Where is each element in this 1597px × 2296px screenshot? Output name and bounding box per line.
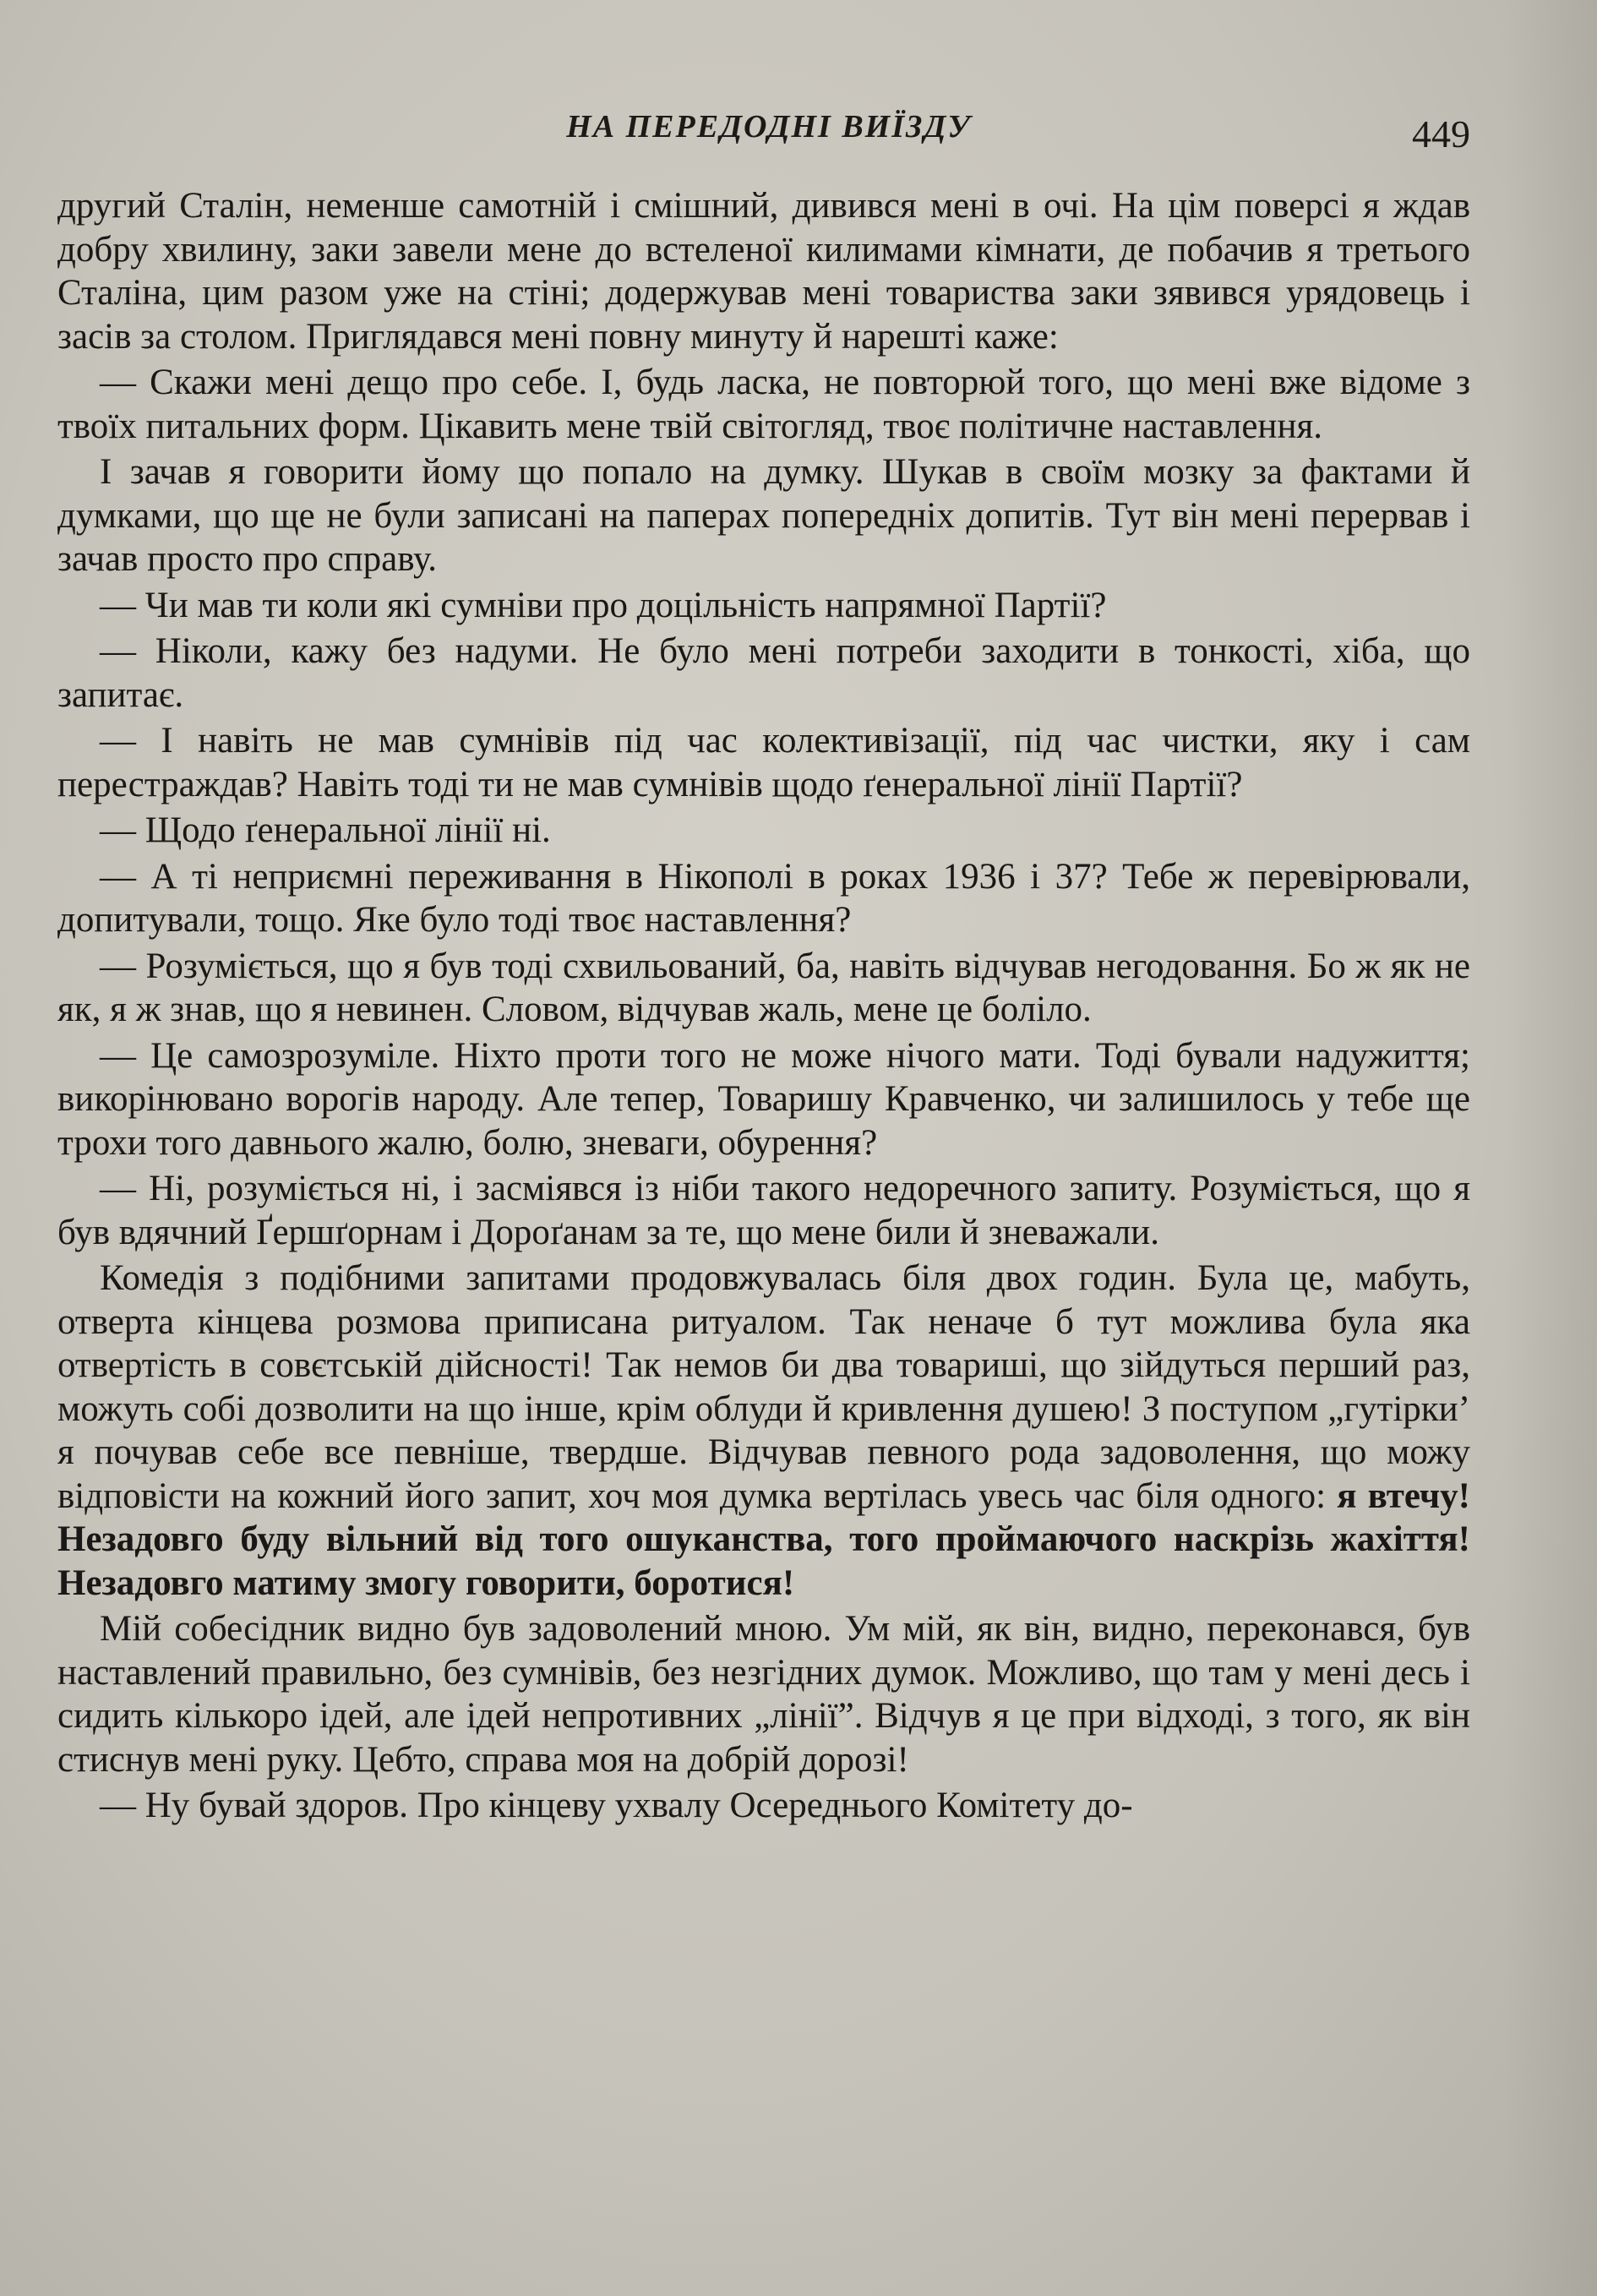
paragraph bbox=[57, 1784, 1470, 1828]
paragraph-text: — Скажи мені дещо про себе. І, будь ласка, не повторюй того, що мені вже відоме з твоїх питальних форм. Цікавить мене твій світогляд, твоє політичне наставлення. bbox=[57, 363, 1470, 446]
paragraph bbox=[57, 1607, 1470, 1781]
paragraph bbox=[57, 945, 1470, 1032]
body-text bbox=[57, 184, 1470, 1830]
paragraph-text: другий Сталін, неменше самотній і смішний, дивився мені в очі. На цім поверсі я ждав добру хвилину, заки завели мене до встеленої килимами кімнати, де побачив я третього Сталіна, цим разом уже на стіні; додержував мені товариства заки зявився урядовець і засів за столом. Приглядався мені повну минуту й нарешті каже: bbox=[57, 186, 1470, 357]
paragraph-text: І зачав я говорити йому що попало на думку. Шукав в своїм мозку за фактами й думками, що ще не були записані на паперах попередніх допитів. Тут він мені перервав і зачав просто про справу. bbox=[57, 452, 1470, 579]
paragraph bbox=[57, 809, 1470, 853]
paragraph bbox=[57, 1167, 1470, 1254]
paragraph-text: — Чи мав ти коли які сумніви про доцільність напрямної Партії? bbox=[100, 585, 1107, 625]
paragraph-text: Мій собесідник видно був задоволений мною. Ум мій, як він, видно, переконався, був наставлений правильно, без сумнівів, без незгідних думок. Можливо, що там у мені десь і сидить кількоро ідей, але ідей непротивних „лінії”. Відчув я це при відході, з того, як він стиснув мені руку. Цебто, справа моя на добрій дорозі! bbox=[57, 1609, 1470, 1780]
paragraph-text: — Ні, розуміється ні, і засміявся із ніби такого недоречного запиту. Розуміється, що я був вдячний Ґершґорнам і Дороґанам за те, що мене били й зневажали. bbox=[57, 1169, 1470, 1252]
paragraph-text: — Ніколи, кажу без надуми. Не було мені потреби заходити в тонкості, хіба, що запитає. bbox=[57, 631, 1470, 715]
paragraph-text: Комедія з подібними запитами продовжувалась біля двох годин. Була це, мабуть, отверта кінцева розмова приписана ритуалом. Так неначе б тут можлива була яка отвертість в совєтській дійсності! Так немов би два товариші, що зійдуться перший раз, можуть собі дозволити на що інше, крім облуди й кривлення душею! З поступом „гутірки’ я почував себе все певніше, твердше. Відчував певного рода задоволення, що можу відповісти на кожний його запит, хоч моя думка вертілась увесь час біля одного: bbox=[57, 1258, 1470, 1516]
paragraph bbox=[57, 719, 1470, 806]
paragraph-text: — Щодо ґенеральної лінії ні. bbox=[100, 810, 551, 850]
emphasized-text: я втечу! Незадовго буду вільний від того ошуканства, того проймаючого наскрізь жахіття! Незадовго матиму змогу говорити, боротися! bbox=[57, 1475, 1471, 1603]
facing-page-shadow bbox=[1504, 0, 1597, 2296]
paragraph-text: — І навіть не мав сумнівів під час колективізації, під час чистки, яку і сам перестраждав? Навіть тоді ти не мав сумнівів щодо ґенеральної лінії Партії? bbox=[57, 721, 1470, 804]
paragraph bbox=[57, 630, 1470, 717]
paragraph bbox=[57, 361, 1470, 448]
paragraph-text: — Це самозрозуміле. Ніхто проти того не може нічого мати. Тоді бували надужиття; викорінювано ворогів народу. Але тепер, Товаришу Кравченко, чи залишилось у тебе ще трохи того давнього жалю, болю, зневаги, обурення? bbox=[57, 1035, 1470, 1163]
paragraph-text: — Ну бувай здоров. Про кінцеву ухвалу Осереднього Комітету до- bbox=[100, 1786, 1133, 1825]
paragraph bbox=[57, 450, 1470, 581]
page-number: 449 bbox=[1412, 112, 1470, 155]
paragraph bbox=[57, 855, 1470, 942]
paragraph bbox=[57, 584, 1470, 628]
running-title: НА ПЕРЕДОДНІ ВИЇЗДУ bbox=[566, 109, 972, 145]
paragraph bbox=[57, 1257, 1470, 1605]
paragraph-text: — Розуміється, що я був тоді схвильований, ба, навіть відчував негодовання. Бо ж як не як, я ж знав, що я невинен. Словом, відчував жаль, мене це боліло. bbox=[57, 946, 1470, 1029]
paragraph-text: — А ті неприємні переживання в Нікополі в роках 1936 і 37? Тебе ж перевірювали, допитували, тощо. Яке було тоді твоє наставлення? bbox=[57, 856, 1470, 940]
paragraph bbox=[57, 184, 1470, 358]
paragraph bbox=[57, 1034, 1470, 1165]
page-header bbox=[59, 108, 1479, 167]
